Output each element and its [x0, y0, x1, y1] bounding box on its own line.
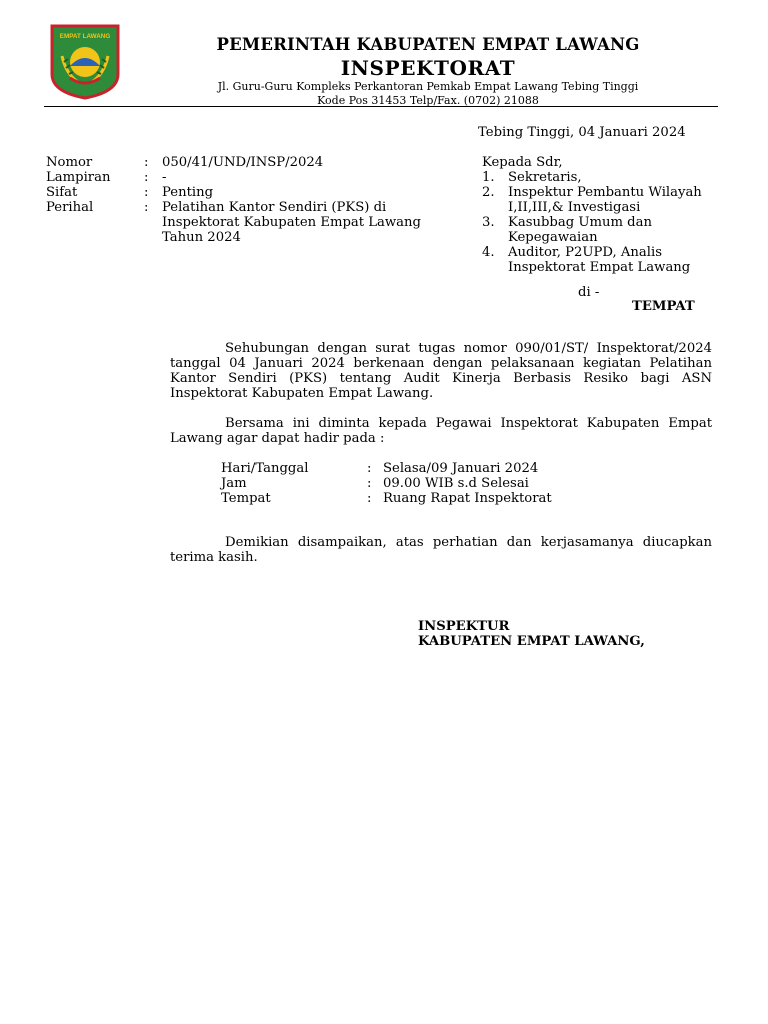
schedule-row — [221, 476, 712, 491]
schedule-label: Tempat — [221, 491, 271, 506]
list-number: 3. — [482, 215, 495, 230]
meta-colon: : — [144, 185, 149, 200]
paragraph-text: Demikian disampaikan, atas perhatian dan kerjasamanya diucapkan terima kasih. — [170, 535, 712, 565]
logo-text: EMPAT LAWANG — [59, 33, 111, 40]
meta-colon: : — [144, 200, 149, 215]
paragraph-text: Sehubungan dengan surat tugas nomor 090/01/ST/ Inspektorat/2024 tanggal 04 Januari 2024 berkenaan dengan pelaksanaan kegiatan Pelatihan Kantor Sendiri (PKS) tentang Audit Kinerja Berbasis Resiko bagi ASN Inspektorat Kabupaten Empat Lawang. — [170, 341, 712, 401]
recipient-list — [482, 170, 722, 275]
letter-meta — [46, 155, 424, 245]
agency-title: INSPEKTORAT — [340, 56, 516, 80]
recipient-di: di - — [578, 285, 600, 300]
signature-title: INSPEKTUR — [418, 619, 510, 634]
meta-colon: : — [144, 170, 149, 185]
empat-lawang-emblem-logo — [48, 22, 122, 100]
list-item — [482, 215, 722, 245]
meta-label: Lampiran — [46, 170, 111, 185]
signature-block — [418, 619, 645, 649]
signature-office: KABUPATEN EMPAT LAWANG, — [418, 634, 645, 649]
list-text: Inspektur Pembantu Wilayah I,II,III,& Investigasi — [508, 185, 702, 215]
meta-value: Pelatihan Kantor Sendiri (PKS) di Inspektorat Kabupaten Empat Lawang Tahun 2024 — [162, 200, 421, 245]
schedule-colon: : — [367, 476, 372, 491]
closing-paragraph — [170, 535, 712, 565]
recipient-greeting: Kepada Sdr, — [482, 155, 563, 170]
government-title: PEMERINTAH KABUPATEN EMPAT LAWANG — [216, 35, 640, 54]
letter-date: Tebing Tinggi, 04 Januari 2024 — [478, 125, 686, 140]
meta-row-sifat — [46, 185, 424, 200]
meta-label: Perihal — [46, 200, 94, 215]
schedule-colon: : — [367, 461, 372, 476]
meta-row-lampiran — [46, 170, 424, 185]
schedule-colon: : — [367, 491, 372, 506]
letterhead — [168, 34, 688, 107]
meta-label: Nomor — [46, 155, 93, 170]
recipient-tempat: TEMPAT — [632, 299, 695, 314]
body-paragraph-1 — [170, 341, 712, 401]
schedule-label: Jam — [221, 476, 247, 491]
list-number: 1. — [482, 170, 495, 185]
schedule-value: Selasa/09 Januari 2024 — [383, 461, 539, 476]
meta-value: Penting — [162, 185, 214, 200]
list-number: 4. — [482, 245, 495, 260]
meta-value: - — [162, 170, 167, 185]
letter-body — [170, 341, 712, 565]
schedule-row — [221, 491, 712, 506]
meta-row-perihal — [46, 200, 424, 245]
meta-colon: : — [144, 155, 149, 170]
list-text: Sekretaris, — [508, 170, 582, 185]
body-paragraph-2 — [170, 416, 712, 446]
schedule-value: Ruang Rapat Inspektorat — [383, 491, 552, 506]
list-item — [482, 185, 722, 215]
paragraph-text: Bersama ini diminta kepada Pegawai Inspektorat Kabupaten Empat Lawang agar dapat hadir pada : — [170, 416, 712, 446]
meta-row-nomor — [46, 155, 424, 170]
schedule-label: Hari/Tanggal — [221, 461, 309, 476]
list-text: Kasubbag Umum dan Kepegawaian — [508, 215, 652, 245]
list-text: Auditor, P2UPD, Analis Inspektorat Empat Lawang — [508, 245, 691, 275]
meta-value: 050/41/UND/INSP/2024 — [162, 155, 324, 170]
meta-label: Sifat — [46, 185, 78, 200]
agency-postal-contact: Kode Pos 31453 Telp/Fax. (0702) 21088 — [317, 94, 539, 107]
list-item — [482, 170, 722, 185]
schedule-row — [221, 461, 712, 476]
list-item — [482, 245, 722, 275]
schedule-value: 09.00 WIB s.d Selesai — [383, 476, 529, 491]
recipient-block — [482, 155, 722, 275]
list-number: 2. — [482, 185, 495, 200]
letterhead-divider — [44, 106, 718, 107]
agency-address: Jl. Guru-Guru Kompleks Perkantoran Pemkab Empat Lawang Tebing Tinggi — [217, 80, 639, 93]
event-schedule — [221, 461, 712, 506]
